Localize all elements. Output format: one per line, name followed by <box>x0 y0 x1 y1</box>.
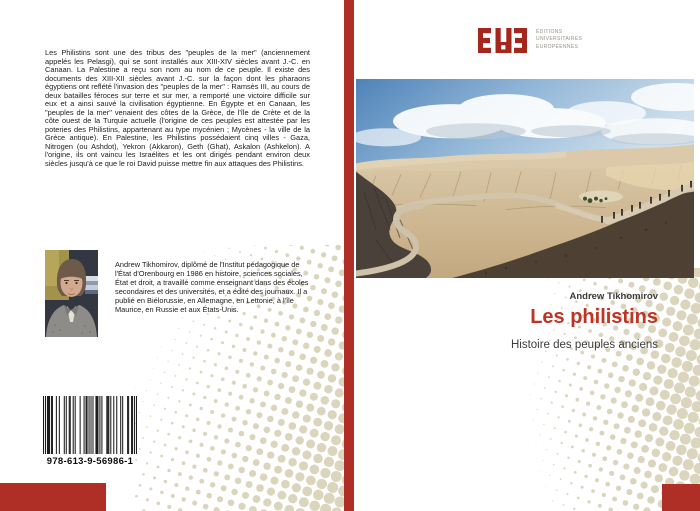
publisher-line-3: EUROPÉENNES <box>536 43 579 50</box>
cover-photo-desert-landscape <box>356 79 694 278</box>
book-title: Les philistins <box>530 306 658 328</box>
publisher-line-2: UNIVERSITAIRES <box>536 36 583 43</box>
author-photo <box>45 250 98 337</box>
title-block <box>380 291 658 351</box>
author-bio-text: Andrew Tikhomirov, diplômé de l'Institut pédagogique de l'État d'Orenbourg en 1986 en histoire, sciences sociales, État et droit, a travaillé comme enseignant dans des écoles secondaires et des universités, et a édité des journaux. Il a publié en Biélorussie, en Allemagne, en Lettonie, à l'île Maurice, en Russie et aux États-Unis. <box>115 260 309 315</box>
publisher-logo <box>478 28 527 53</box>
eue-logo-icon <box>478 28 527 53</box>
book-subtitle: Histoire des peuples anciens <box>510 339 658 351</box>
author-name: Andrew Tikhomirov <box>569 291 658 302</box>
barcode-bars <box>43 396 137 454</box>
author-portrait-illustration <box>45 250 98 337</box>
spine-strip <box>344 0 354 511</box>
publisher-line-1: ÉDITIONS <box>536 29 563 35</box>
barcode <box>43 396 137 467</box>
synopsis-text: Les Philistins sont une des tribus des "peuples de la mer" (anciennement appelés les Pelasgi), qui se sont installés aux XIII-XIV siècles avant J.-C. en Canaan. La Palestine a reçu son nom au nom de ce peuple. Il existe des documents des XIII-XII siècles avant J.-C. sur la façon dont les pharaons égyptiens ont reflété l'invasion des "peuples de la mer" : Ramsès III, au cours de deux batailles féroces sur terre et sur mer, a remporté une victoire difficile sur eux et a ainsi sauvé la civilisation égyptienne. En Égypte et en Canaan, les "peuples de la mer" venaient des côtes de la Grèce, de l'île de Crète et de la côte ouest de la Turquie actuelle (l'origine de ces peuples est attestée par les poteries des Philistins, appartenant au type mycénien ; Mycènes - la ville de la Grèce antique). En Palestine, les Philistins possédaient cinq villes - Gaza, Nitrogen (ou Ashdot), Yekron (Akkaron), Geth (Ghat), Askalon (Ashkelon). A l'origine, ils ont vaincu les Israélites et les ont dirigés pendant environ deux siècles jusqu'à ce que le roi David puisse mettre fin aux attaques des Philistins. <box>45 48 310 168</box>
red-accent-square-bottom-right <box>662 484 700 511</box>
desert-landscape-illustration <box>356 79 694 278</box>
publisher-name <box>536 29 582 51</box>
red-accent-bar-bottom-left <box>0 483 106 511</box>
isbn-number: 978-613-9-56986-1 <box>46 456 134 467</box>
